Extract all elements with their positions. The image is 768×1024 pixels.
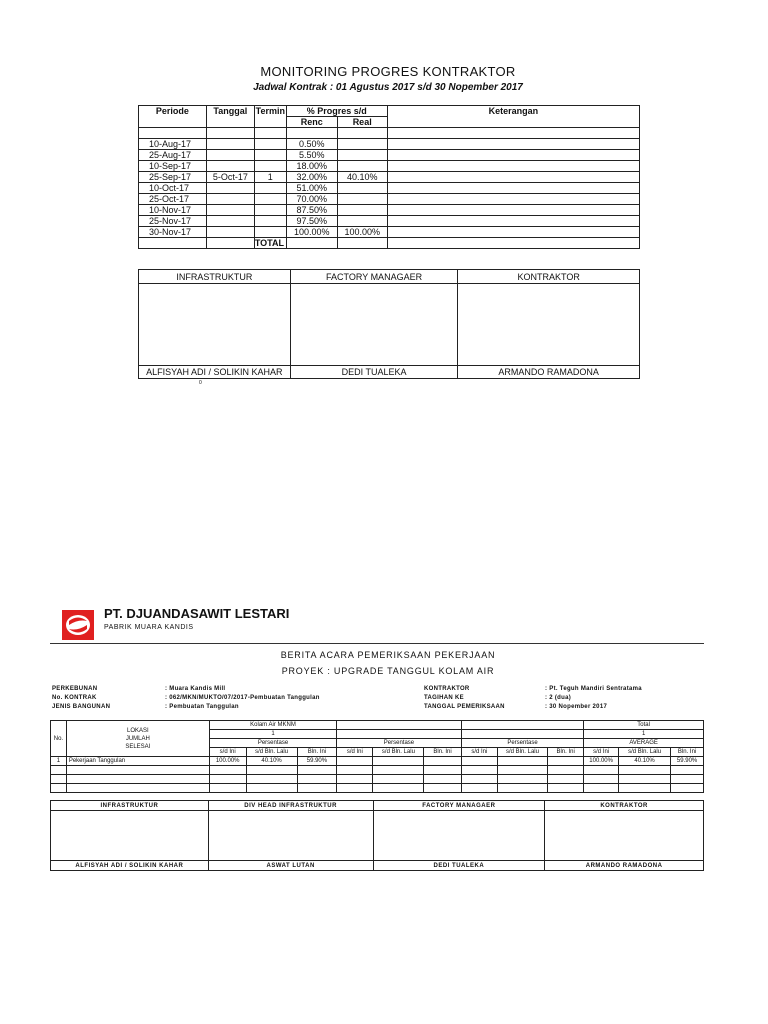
company-name: PT. DJUANDASAWIT LESTARI [104,606,290,621]
table-row: 10-Nov-17 87.50% [139,205,640,216]
meta-value: : Pembuatan Tanggulan [165,704,239,710]
header-no: No. [51,721,67,757]
header-lokasi: LOKASI JUMLAH SELESAI [66,721,209,757]
table-row: 25-Nov-17 97.50% [139,216,640,227]
header-termin: Termin [254,106,286,128]
header-group1: Kolam Air MKNM [209,721,336,730]
small-mark: 0 [199,380,202,386]
table-row: 1 Pekerjaan Tanggulan 100.00% 40.10% 59.90% 100.00% 40.10% 59.90% [51,757,704,766]
meta-label: TANGGAL PEMERIKSAAN [424,704,505,710]
header-tanggal: Tanggal [206,106,254,128]
header-real: Real [337,117,387,128]
progress-table [138,105,640,249]
table-row: 10-Aug-17 0.50% [139,139,640,150]
signature-name: ASWAT LUTAN [208,861,373,871]
header-progres: % Progres s/d [286,106,387,117]
meta-label: No. KONTRAK [52,695,97,701]
table-row: 25-Oct-17 70.00% [139,194,640,205]
company-unit: PABRIK MUARA KANDIS [104,624,194,631]
total-label: TOTAL [254,238,286,249]
project-title: PROYEK : UPGRADE TANGGUL KOLAM AIR [281,666,495,676]
meta-value: : Muara Kandis Mill [165,686,226,692]
signature-name: ALFISYAH ADI / SOLIKIN KAHAR [51,861,209,871]
signature-header: DIV HEAD INFRASTRUKTUR [208,801,373,811]
meta-value: : 062/MKN/MUKTO/07/2017-Pembuatan Tanggulan [165,695,320,701]
company-logo-icon [62,610,94,640]
meta-label: JENIS BANGUNAN [52,704,111,710]
header-renc: Renc [286,117,337,128]
table-row: 10-Oct-17 51.00% [139,183,640,194]
signature-name: ARMANDO RAMADONA [458,366,640,379]
table-row: 30-Nov-17 100.00% 100.00% [139,227,640,238]
signature-name: ALFISYAH ADI / SOLIKIN KAHAR [139,366,291,379]
signature-header: FACTORY MANAGAER [290,270,458,284]
meta-label: TAGIHAN KE [424,695,464,701]
signature-table-top [138,269,640,379]
inspection-table: No. LOKASI JUMLAH SELESAI Kolam Air MKNM Total 1 1 Persentase Persentase Persentase AVERAGE s/d Ini s/d Bln. Lalu Bln. Ini s/d Ini s/d Bln. Lalu Bln. Ini s/d Ini s/d Bln. Lalu Bln. Ini s/d Ini s/d Bln. Lalu Bln. Ini 1 Pekerjaan Tanggulan 100.00% 40.10% 59.90% 100.00% 40.10% 59.90% [50,720,704,793]
header-keterangan: Keterangan [387,106,639,128]
document-title: BERITA ACARA PEMERIKSAAN PEKERJAAN [280,650,496,660]
meta-value: : 30 Nopember 2017 [545,704,608,710]
divider [50,643,704,644]
table-row: 25-Aug-17 5.50% [139,150,640,161]
signature-name: DEDI TUALEKA [373,861,545,871]
signature-table-bottom [50,800,704,871]
contract-schedule: Jadwal Kontrak : 01 Agustus 2017 s/d 30 Nopember 2017 [253,82,523,93]
table-row: 25-Sep-17 5-Oct-17 1 32.00% 40.10% [139,172,640,183]
signature-header: KONTRAKTOR [458,270,640,284]
signature-name: ARMANDO RAMADONA [545,861,704,871]
meta-value: : Pt. Teguh Mandiri Sentratama [545,686,642,692]
signature-header: INFRASTRUKTUR [139,270,291,284]
table-row: 10-Sep-17 18.00% [139,161,640,172]
signature-header: FACTORY MANAGAER [373,801,545,811]
signature-name: DEDI TUALEKA [290,366,458,379]
signature-header: KONTRAKTOR [545,801,704,811]
meta-value: : 2 (dua) [545,695,572,701]
header-periode: Periode [139,106,207,128]
page-title: MONITORING PROGRES KONTRAKTOR [260,64,516,79]
header-total: Total [584,721,704,730]
meta-label: KONTRAKTOR [424,686,470,692]
signature-header: INFRASTRUKTUR [51,801,209,811]
meta-label: PERKEBUNAN [52,686,98,692]
